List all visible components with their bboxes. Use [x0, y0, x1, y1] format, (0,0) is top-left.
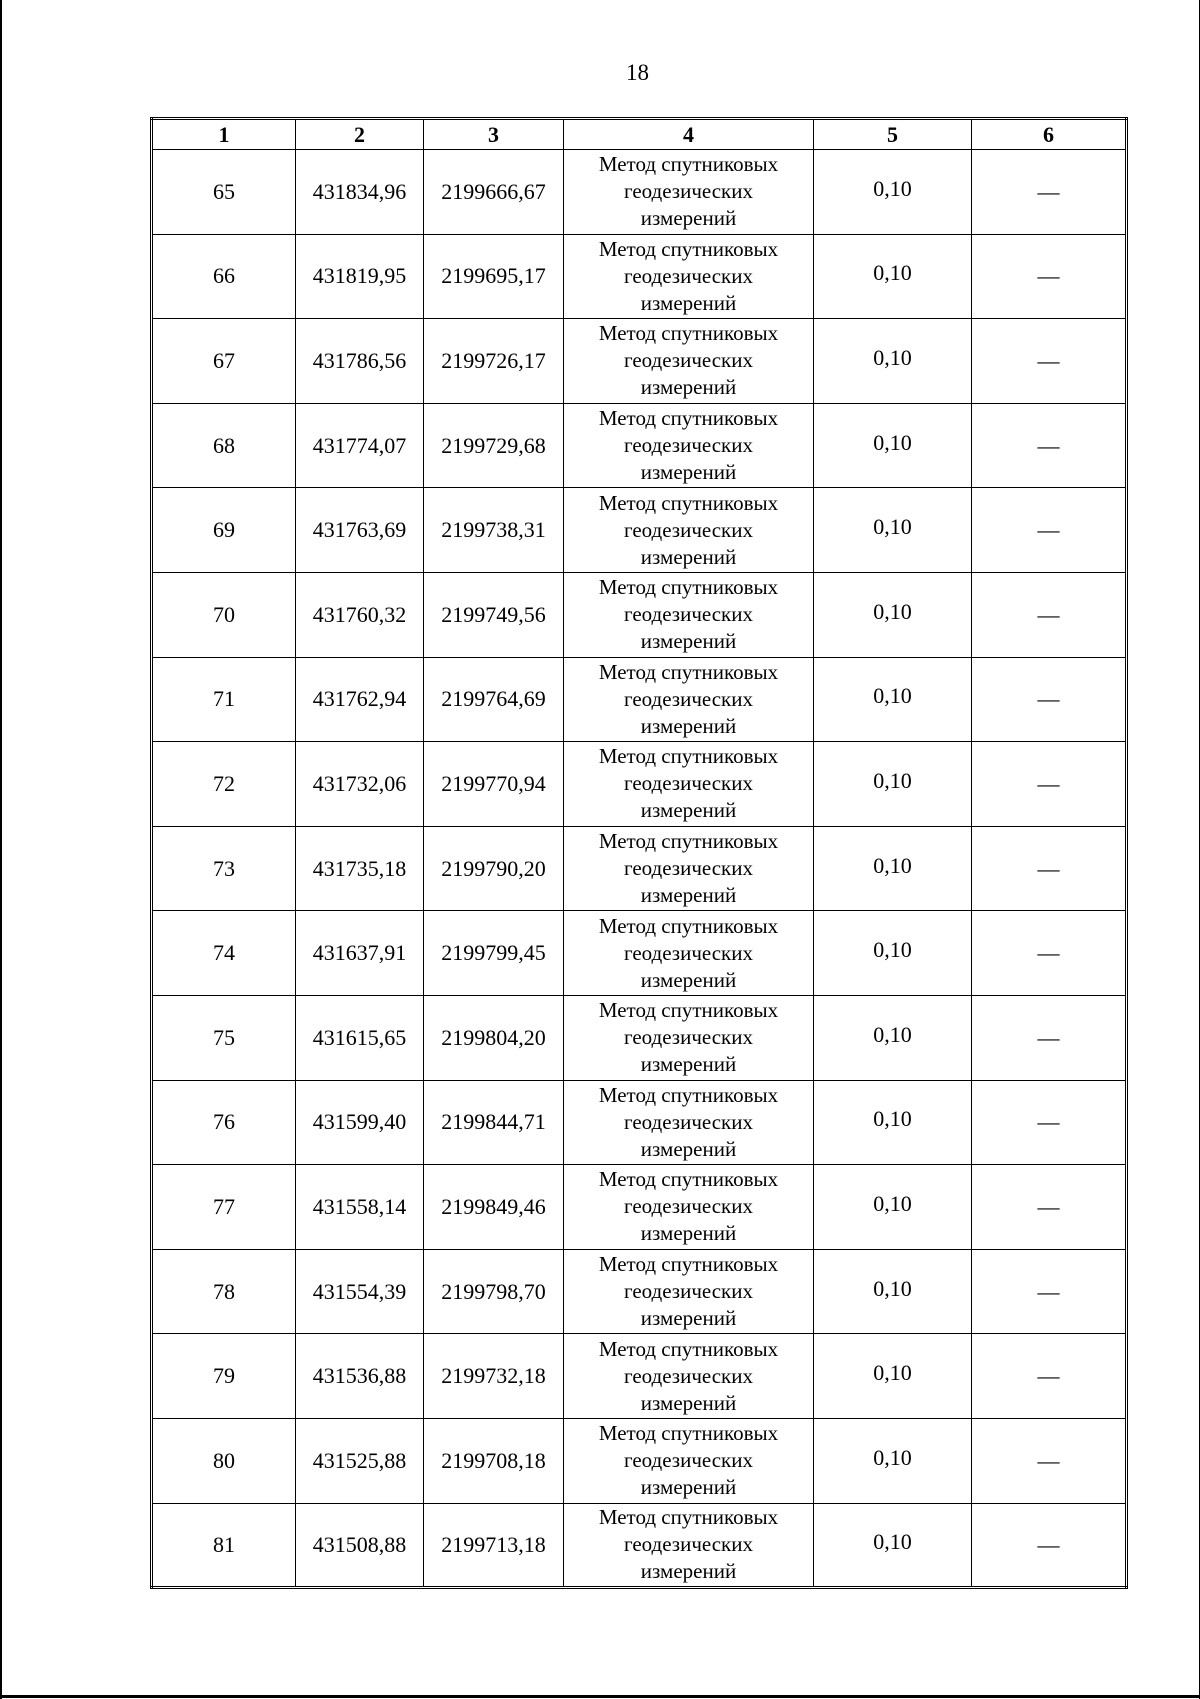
- x-coordinate-cell: 431554,39: [296, 1249, 424, 1334]
- point-number-cell: 67: [152, 319, 296, 404]
- point-number-cell: 65: [152, 150, 296, 235]
- table-row: [152, 826, 1127, 911]
- accuracy-cell: 0,10: [814, 995, 972, 1080]
- y-coordinate-cell: 2199713,18: [424, 1503, 564, 1588]
- method-text: Метод спутниковых геодезических измерений: [598, 406, 779, 485]
- x-coordinate-cell: 431508,88: [296, 1503, 424, 1588]
- method-text: Метод спутниковых геодезических измерений: [598, 1167, 779, 1246]
- method-cell: [564, 319, 814, 404]
- method-cell: [564, 1503, 814, 1588]
- method-cell: [564, 826, 814, 911]
- table-row: [152, 1334, 1127, 1419]
- point-number-cell: 80: [152, 1418, 296, 1503]
- x-coordinate-cell: 431558,14: [296, 1165, 424, 1250]
- y-coordinate-cell: 2199695,17: [424, 234, 564, 319]
- table-row: [152, 1249, 1127, 1334]
- method-text: Метод спутниковых геодезических измерений: [598, 1336, 779, 1415]
- y-coordinate-cell: 2199732,18: [424, 1334, 564, 1419]
- scan-edge-left: [0, 0, 2, 1699]
- y-coordinate-cell: 2199738,31: [424, 488, 564, 573]
- point-number-cell: 66: [152, 234, 296, 319]
- accuracy-cell: 0,10: [814, 657, 972, 742]
- header-cell: 2: [296, 119, 424, 150]
- x-coordinate-cell: 431774,07: [296, 403, 424, 488]
- method-cell: [564, 657, 814, 742]
- note-cell: —: [972, 403, 1127, 488]
- header-cell: 1: [152, 119, 296, 150]
- y-coordinate-cell: 2199844,71: [424, 1080, 564, 1165]
- x-coordinate-cell: 431763,69: [296, 488, 424, 573]
- point-number-cell: 76: [152, 1080, 296, 1165]
- note-cell: —: [972, 572, 1127, 657]
- y-coordinate-cell: 2199666,67: [424, 150, 564, 235]
- header-cell: 3: [424, 119, 564, 150]
- note-cell: —: [972, 1334, 1127, 1419]
- method-cell: [564, 1334, 814, 1419]
- y-coordinate-cell: 2199790,20: [424, 826, 564, 911]
- method-text: Метод спутниковых геодезических измерений: [598, 1252, 779, 1331]
- x-coordinate-cell: 431760,32: [296, 572, 424, 657]
- method-cell: [564, 403, 814, 488]
- x-coordinate-cell: 431637,91: [296, 911, 424, 996]
- accuracy-cell: 0,10: [814, 911, 972, 996]
- y-coordinate-cell: 2199849,46: [424, 1165, 564, 1250]
- note-cell: —: [972, 319, 1127, 404]
- method-cell: [564, 1249, 814, 1334]
- accuracy-cell: 0,10: [814, 1503, 972, 1588]
- point-number-cell: 72: [152, 742, 296, 827]
- header-row: [152, 119, 1127, 150]
- method-text: Метод спутниковых геодезических измерений: [598, 659, 779, 738]
- x-coordinate-cell: 431819,95: [296, 234, 424, 319]
- table-row: [152, 1418, 1127, 1503]
- table-row: [152, 488, 1127, 573]
- method-text: Метод спутниковых геодезических измерений: [598, 829, 779, 908]
- header-cell: 6: [972, 119, 1127, 150]
- point-number-cell: 79: [152, 1334, 296, 1419]
- note-cell: —: [972, 1418, 1127, 1503]
- table-row: [152, 319, 1127, 404]
- method-text: Метод спутниковых геодезических измерений: [598, 1082, 779, 1161]
- note-cell: —: [972, 742, 1127, 827]
- table-row: [152, 1503, 1127, 1588]
- point-number-cell: 71: [152, 657, 296, 742]
- method-cell: [564, 234, 814, 319]
- note-cell: —: [972, 1165, 1127, 1250]
- x-coordinate-cell: 431786,56: [296, 319, 424, 404]
- header-cell: 4: [564, 119, 814, 150]
- method-text: Метод спутниковых геодезических измерений: [598, 152, 779, 231]
- method-cell: [564, 572, 814, 657]
- note-cell: —: [972, 826, 1127, 911]
- accuracy-cell: 0,10: [814, 403, 972, 488]
- accuracy-cell: 0,10: [814, 1165, 972, 1250]
- x-coordinate-cell: 431732,06: [296, 742, 424, 827]
- x-coordinate-cell: 431762,94: [296, 657, 424, 742]
- accuracy-cell: 0,10: [814, 1418, 972, 1503]
- method-cell: [564, 1418, 814, 1503]
- method-cell: [564, 1080, 814, 1165]
- point-number-cell: 77: [152, 1165, 296, 1250]
- method-text: Метод спутниковых геодезических измерений: [598, 321, 779, 400]
- accuracy-cell: 0,10: [814, 488, 972, 573]
- point-number-cell: 69: [152, 488, 296, 573]
- table-row: [152, 995, 1127, 1080]
- point-number-cell: 68: [152, 403, 296, 488]
- x-coordinate-cell: 431536,88: [296, 1334, 424, 1419]
- note-cell: —: [972, 234, 1127, 319]
- table-row: [152, 1080, 1127, 1165]
- note-cell: —: [972, 150, 1127, 235]
- y-coordinate-cell: 2199799,45: [424, 911, 564, 996]
- accuracy-cell: 0,10: [814, 572, 972, 657]
- method-cell: [564, 995, 814, 1080]
- point-number-cell: 74: [152, 911, 296, 996]
- method-text: Метод спутниковых геодезических измерений: [598, 913, 779, 992]
- table-row: [152, 150, 1127, 235]
- method-cell: [564, 911, 814, 996]
- note-cell: —: [972, 488, 1127, 573]
- method-cell: [564, 1165, 814, 1250]
- table-row: [152, 657, 1127, 742]
- y-coordinate-cell: 2199708,18: [424, 1418, 564, 1503]
- table-row: [152, 742, 1127, 827]
- method-text: Метод спутниковых геодезических измерений: [598, 236, 779, 315]
- accuracy-cell: 0,10: [814, 742, 972, 827]
- accuracy-cell: 0,10: [814, 1334, 972, 1419]
- x-coordinate-cell: 431834,96: [296, 150, 424, 235]
- x-coordinate-cell: 431615,65: [296, 995, 424, 1080]
- table-row: [152, 911, 1127, 996]
- y-coordinate-cell: 2199798,70: [424, 1249, 564, 1334]
- method-text: Метод спутниковых геодезических измерений: [598, 575, 779, 654]
- table-header: [152, 119, 1127, 150]
- note-cell: —: [972, 1080, 1127, 1165]
- accuracy-cell: 0,10: [814, 150, 972, 235]
- y-coordinate-cell: 2199726,17: [424, 319, 564, 404]
- point-number-cell: 81: [152, 1503, 296, 1588]
- method-text: Метод спутниковых геодезических измерений: [598, 998, 779, 1077]
- x-coordinate-cell: 431599,40: [296, 1080, 424, 1165]
- y-coordinate-cell: 2199804,20: [424, 995, 564, 1080]
- method-cell: [564, 150, 814, 235]
- method-cell: [564, 742, 814, 827]
- header-cell: 5: [814, 119, 972, 150]
- y-coordinate-cell: 2199764,69: [424, 657, 564, 742]
- point-number-cell: 78: [152, 1249, 296, 1334]
- x-coordinate-cell: 431525,88: [296, 1418, 424, 1503]
- y-coordinate-cell: 2199729,68: [424, 403, 564, 488]
- point-number-cell: 75: [152, 995, 296, 1080]
- note-cell: —: [972, 995, 1127, 1080]
- y-coordinate-cell: 2199770,94: [424, 742, 564, 827]
- y-coordinate-cell: 2199749,56: [424, 572, 564, 657]
- method-cell: [564, 488, 814, 573]
- scan-edge-bottom: [0, 1695, 1200, 1698]
- accuracy-cell: 0,10: [814, 1080, 972, 1165]
- note-cell: —: [972, 657, 1127, 742]
- page-number: 18: [626, 60, 649, 85]
- table-row: [152, 1165, 1127, 1250]
- accuracy-cell: 0,10: [814, 826, 972, 911]
- point-number-cell: 73: [152, 826, 296, 911]
- table-row: [152, 403, 1127, 488]
- accuracy-cell: 0,10: [814, 319, 972, 404]
- point-number-cell: 70: [152, 572, 296, 657]
- note-cell: —: [972, 1249, 1127, 1334]
- accuracy-cell: 0,10: [814, 234, 972, 319]
- x-coordinate-cell: 431735,18: [296, 826, 424, 911]
- note-cell: —: [972, 1503, 1127, 1588]
- note-cell: —: [972, 911, 1127, 996]
- table-row: [152, 234, 1127, 319]
- table-row: [152, 572, 1127, 657]
- method-text: Метод спутниковых геодезических измерений: [598, 1505, 779, 1584]
- accuracy-cell: 0,10: [814, 1249, 972, 1334]
- coordinates-table: [150, 117, 1128, 1589]
- method-text: Метод спутниковых геодезических измерений: [598, 1421, 779, 1500]
- method-text: Метод спутниковых геодезических измерений: [598, 744, 779, 823]
- table-body: [152, 150, 1127, 1588]
- method-text: Метод спутниковых геодезических измерений: [598, 490, 779, 569]
